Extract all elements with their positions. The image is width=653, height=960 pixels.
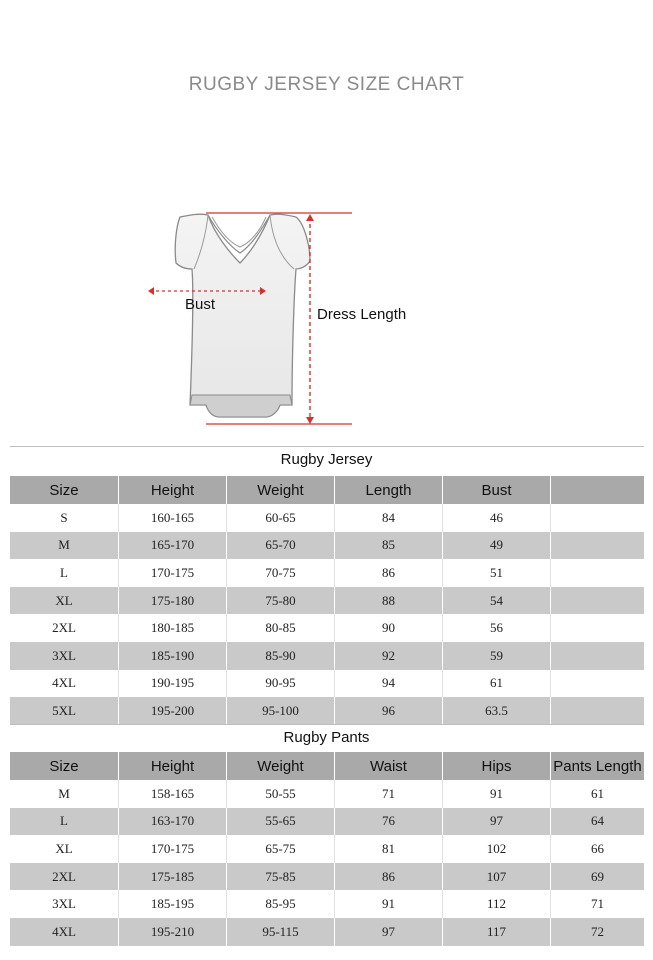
- table-cell: 69: [591, 868, 604, 884]
- table-cell: 170-175: [119, 835, 227, 863]
- jersey-header-row: [10, 476, 644, 504]
- table-cell: 5XL: [10, 697, 119, 725]
- table-cell: 195-200: [119, 697, 227, 725]
- table-row: [10, 504, 644, 532]
- table-cell: 80-85: [227, 614, 335, 642]
- table-cell: 195-210: [119, 918, 227, 946]
- table-cell: 65-75: [227, 835, 335, 863]
- table-cell: 51: [443, 559, 551, 587]
- table-cell: 61: [443, 670, 551, 698]
- table-cell: 102: [443, 835, 551, 863]
- table-cell: 90: [335, 614, 443, 642]
- pants-table-title: Rugby Pants: [283, 729, 370, 746]
- table-cell: 4XL: [10, 918, 119, 946]
- table-cell: 97: [335, 918, 443, 946]
- header-cell: Size: [10, 752, 119, 780]
- divider: [10, 446, 644, 447]
- table-cell: 88: [335, 587, 443, 615]
- table-row: [10, 670, 644, 698]
- header-cell: Height: [119, 752, 227, 780]
- jersey-figure: [120, 205, 460, 435]
- table-cell: 75-85: [227, 863, 335, 891]
- table-cell: 90-95: [227, 670, 335, 698]
- table-cell: 190-195: [119, 670, 227, 698]
- table-cell: 95-115: [227, 918, 335, 946]
- table-cell: 175-185: [119, 863, 227, 891]
- table-cell: 85-90: [227, 642, 335, 670]
- header-cell: Waist: [335, 752, 443, 780]
- table-cell: 4XL: [10, 670, 119, 698]
- header-cell: Pants Length: [553, 757, 642, 775]
- table-cell: 63.5: [443, 697, 551, 725]
- table-row: [10, 587, 644, 615]
- table-cell: 72: [591, 923, 604, 939]
- table-cell: 59: [443, 642, 551, 670]
- table-cell: 85-95: [227, 890, 335, 918]
- table-cell: [551, 697, 644, 725]
- header-cell: Weight: [227, 476, 335, 504]
- table-cell: [551, 504, 644, 532]
- jersey-table: [10, 476, 644, 725]
- table-cell: M: [10, 532, 119, 560]
- jersey-table-body: [10, 504, 644, 725]
- bust-label: Bust: [185, 296, 216, 313]
- table-cell: 81: [335, 835, 443, 863]
- table-cell: 64: [591, 813, 604, 829]
- table-cell: XL: [10, 835, 119, 863]
- header-cell: [551, 476, 644, 504]
- table-cell: 65-70: [227, 532, 335, 560]
- table-cell: 180-185: [119, 614, 227, 642]
- table-cell: 163-170: [119, 808, 227, 836]
- table-cell: 71: [591, 896, 604, 912]
- table-cell: 158-165: [119, 780, 227, 808]
- table-cell: 185-190: [119, 642, 227, 670]
- table-row: [10, 863, 644, 891]
- table-cell: 94: [335, 670, 443, 698]
- table-cell: 70-75: [227, 559, 335, 587]
- table-cell: 86: [335, 863, 443, 891]
- table-cell: [551, 559, 644, 587]
- table-cell: 107: [443, 863, 551, 891]
- table-cell: M: [10, 780, 119, 808]
- table-cell: 185-195: [119, 890, 227, 918]
- jersey-icon: [120, 205, 460, 435]
- table-row: [10, 890, 644, 918]
- table-cell: 92: [335, 642, 443, 670]
- table-row: [10, 808, 644, 836]
- table-cell: 71: [335, 780, 443, 808]
- table-row: [10, 780, 644, 808]
- table-cell: 66: [591, 840, 604, 856]
- table-cell: 86: [335, 559, 443, 587]
- table-cell: 91: [443, 780, 551, 808]
- table-cell: 165-170: [119, 532, 227, 560]
- table-cell: 84: [335, 504, 443, 532]
- pants-table: [10, 752, 644, 946]
- table-cell: [551, 642, 644, 670]
- table-cell: 56: [443, 614, 551, 642]
- table-cell: 85: [335, 532, 443, 560]
- table-row: [10, 559, 644, 587]
- table-row: [10, 835, 644, 863]
- table-cell: 112: [443, 890, 551, 918]
- table-row: [10, 918, 644, 946]
- table-cell: 55-65: [227, 808, 335, 836]
- jersey-table-title: Rugby Jersey: [280, 451, 373, 468]
- table-cell: 60-65: [227, 504, 335, 532]
- header-cell: Weight: [227, 752, 335, 780]
- table-cell: [551, 614, 644, 642]
- table-cell: [551, 587, 644, 615]
- table-cell: 2XL: [10, 863, 119, 891]
- table-cell: 117: [443, 918, 551, 946]
- table-cell: XL: [10, 587, 119, 615]
- table-cell: 95-100: [227, 697, 335, 725]
- table-row: [10, 697, 644, 725]
- table-cell: 160-165: [119, 504, 227, 532]
- pants-header-row: [10, 752, 644, 780]
- pants-table-body: [10, 780, 644, 946]
- table-cell: 54: [443, 587, 551, 615]
- table-cell: 91: [335, 890, 443, 918]
- table-row: [10, 532, 644, 560]
- header-cell: Length: [335, 476, 443, 504]
- table-cell: 61: [591, 785, 604, 801]
- dress-length-label: Dress Length: [317, 306, 407, 323]
- header-cell: Hips: [443, 752, 551, 780]
- table-cell: 49: [443, 532, 551, 560]
- table-cell: [551, 670, 644, 698]
- table-cell: L: [10, 808, 119, 836]
- divider: [10, 724, 644, 725]
- table-cell: 46: [443, 504, 551, 532]
- table-cell: 75-80: [227, 587, 335, 615]
- table-cell: S: [10, 504, 119, 532]
- table-cell: 170-175: [119, 559, 227, 587]
- table-cell: 76: [335, 808, 443, 836]
- page-title: RUGBY JERSEY SIZE CHART: [188, 74, 465, 95]
- table-cell: [551, 532, 644, 560]
- table-cell: 50-55: [227, 780, 335, 808]
- table-row: [10, 614, 644, 642]
- table-cell: L: [10, 559, 119, 587]
- table-cell: 96: [335, 697, 443, 725]
- table-cell: 175-180: [119, 587, 227, 615]
- table-cell: 97: [443, 808, 551, 836]
- table-cell: 2XL: [10, 614, 119, 642]
- header-cell: Size: [10, 476, 119, 504]
- table-row: [10, 642, 644, 670]
- header-cell: Bust: [443, 476, 551, 504]
- table-cell: 3XL: [10, 890, 119, 918]
- header-cell: Height: [119, 476, 227, 504]
- table-cell: 3XL: [10, 642, 119, 670]
